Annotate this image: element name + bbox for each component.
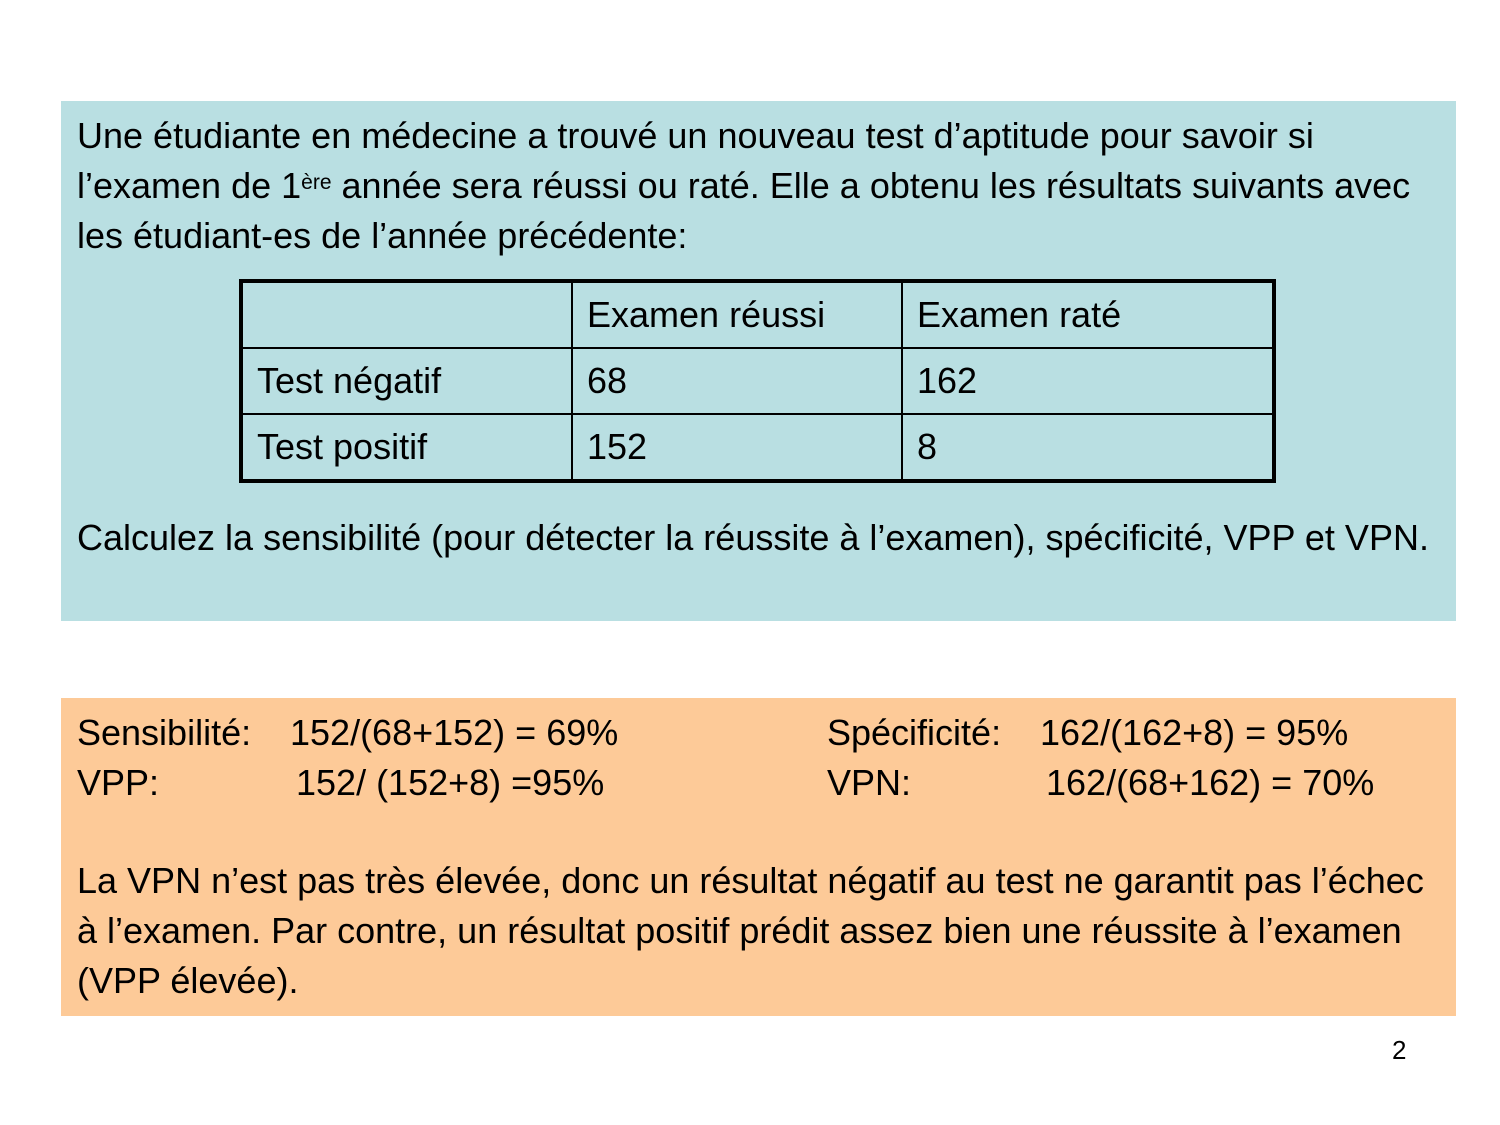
page-number: 2 (1392, 1035, 1407, 1065)
table-cell: 162 (902, 348, 1274, 414)
vpp-value: 152/ (152+8) =95% (296, 762, 605, 803)
table-row (241, 348, 1274, 414)
table-header-cell (241, 281, 572, 348)
vpn-value: 162/(68+162) = 70% (1046, 762, 1375, 803)
sensibilite-label: Sensibilité: (77, 712, 252, 753)
table-cell: 8 (902, 414, 1274, 481)
table-cell: 68 (572, 348, 902, 414)
intro-text-part1: Une étudiante en médecine a trouvé un nouveau test d’aptitude pour savoir si l’examen de 1 (77, 115, 1314, 206)
table-row-label: Test positif (241, 414, 572, 481)
table-header-cell: Examen raté (902, 281, 1274, 348)
table-row (241, 414, 1274, 481)
question-task: Calculez la sensibilité (pour détecter la réussite à l’examen), spécificité, VPP et VPN. (77, 517, 1429, 558)
results-table (239, 279, 1276, 483)
intro-text-part2: année sera réussi ou raté. Elle a obtenu les résultats suivants avec les étudiant-es de l’année précédente: (77, 165, 1411, 256)
question-intro (77, 111, 1447, 261)
conclusion-text: La VPN n’est pas très élevée, donc un résultat négatif au test ne garantit pas l’échec à l’examen. Par contre, un résultat positif prédit assez bien une réussite à l’examen (VPP élevée). (77, 860, 1424, 1001)
table-row-label: Test négatif (241, 348, 572, 414)
table-header-row (241, 281, 1274, 348)
sensibilite-value: 152/(68+152) = 69% (290, 712, 619, 753)
answer-box (61, 698, 1456, 1016)
specificite-label: Spécificité: (827, 712, 1002, 753)
question-box (61, 101, 1456, 621)
superscript-ere: ère (301, 171, 332, 194)
vpn-label: VPN: (827, 762, 912, 803)
table-header-cell: Examen réussi (572, 281, 902, 348)
vpp-label: VPP: (77, 762, 160, 803)
specificite-value: 162/(162+8) = 95% (1040, 712, 1349, 753)
table-cell: 152 (572, 414, 902, 481)
